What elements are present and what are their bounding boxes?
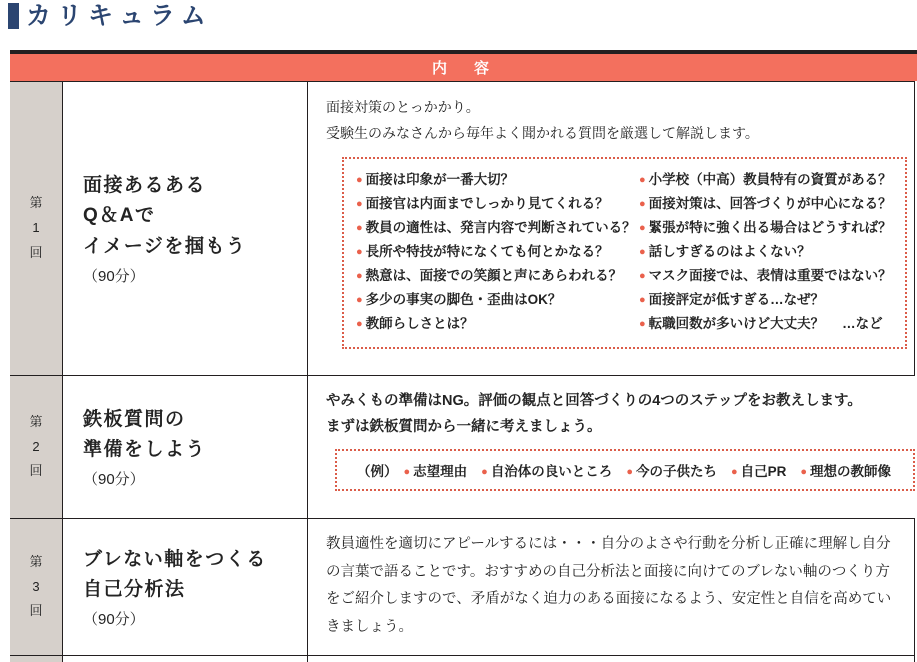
session-title-line: 面接あるある [83,175,207,197]
table-header-contents: 内 容 [10,54,917,81]
bullet-dot-icon: ● [356,293,363,306]
session-content-cell [308,519,915,655]
qa-item: ● 緊張が特に強く出る場合はどうすれば？ [639,219,892,235]
table-row-session-3 [10,519,915,656]
example-item: ● 自治体の良いところ [481,464,613,480]
bullet-dot-icon: ● [800,466,808,479]
bullet-dot-icon: ● [356,173,363,186]
qa-dotted-box [342,157,907,349]
example-item: ● 志望理由 [403,464,468,480]
bullet-dot-icon: ● [639,245,646,258]
bullet-dot-icon: ● [356,317,363,330]
session-duration: （90分） [83,471,145,489]
session-char: 1 [32,220,40,236]
session-content-cell [308,656,915,662]
example-dotted-box [335,449,915,491]
bullet-dot-icon: ● [356,197,363,210]
session-intro [326,95,907,147]
session-title-cell [63,656,308,662]
title-bullet-bar-icon [8,3,19,29]
session-title-cell [63,376,308,518]
qa-list-left [356,168,639,336]
bullet-dot-icon: ● [481,466,488,479]
qa-item: ● 長所や特技が特になくても何とかなる？ [356,243,609,259]
example-item: ● 自己PR [730,464,787,480]
curriculum-table [10,81,915,662]
bullet-dot-icon: ● [639,197,646,210]
bullet-dot-icon: ● [403,466,411,479]
session-char: 2 [32,438,40,454]
qa-item: ● 面接評定が低すぎる…なぜ？ [639,291,825,307]
session-title [83,171,307,261]
session-number-cell [10,376,63,518]
session-char: 第 [29,195,43,211]
session-number-cell [10,82,63,375]
intro-line: やみくもの準備はNG。評価の観点と回答づくりの4つのステップをお教えします。 [326,393,862,409]
bullet-dot-icon: ● [639,317,646,330]
qa-list-right [639,168,899,336]
bullet-dot-icon: ● [730,466,738,479]
session-title-line: 自己分析法 [83,579,186,600]
qa-item: ● 教員の適性は、発言内容で判断されている？ [356,219,636,235]
bullet-dot-icon: ● [626,466,633,479]
page-title: カリキュラム [26,1,212,30]
qa-item: ● 多少の事実の脚色・歪曲はOK？ [356,291,562,307]
session-char: 第 [29,413,43,429]
qa-etc-note: …など [842,315,883,331]
session-title-cell [63,519,308,655]
session-char: 回 [29,463,43,479]
session-content-cell [308,82,915,375]
bullet-dot-icon: ● [356,245,363,258]
session-char: 第 [29,553,43,569]
session-content-cell [308,376,917,518]
qa-item: ● 話しすぎるのはよくない？ [639,243,811,259]
qa-item: ● マスク面接では、表情は重要ではない？ [639,267,892,283]
qa-item: ● 面接対策は、回答づくりが中心になる？ [639,195,892,211]
session-duration: （90分） [83,267,145,285]
session-title-line: Q＆Aで [83,205,156,227]
table-row-session-2 [10,376,915,519]
qa-item: ● 熱意は、面接での笑顔と声にあらわれる？ [356,267,623,283]
qa-item: ● 転職回数が多いけど大丈夫？ …など [639,315,883,331]
session-title [83,545,307,605]
qa-item: ● 教師らしさとは？ [356,315,474,331]
intro-line: 面接対策のとっかかり。 [326,99,480,115]
intro-line: まずは鉄板質問から一緒に考えましょう。 [326,419,602,436]
table-row-session-1 [10,82,915,376]
session-char: 回 [29,244,43,260]
bullet-dot-icon: ● [356,221,363,234]
qa-item: ● 小学校（中高）教員特有の資質がある？ [639,171,892,187]
bullet-dot-icon: ● [639,173,646,186]
session-number-cell [10,519,63,655]
qa-item: ● 面接官は内面までしっかり見てくれる？ [356,195,609,211]
qa-item: ● 面接は印象が一番大切？ [356,171,515,187]
session-intro [326,388,917,440]
session-body-text: 教員適性を適切にアピールするには・・・自分のよさや行動を分析し正確に理解し自分の言葉で語ることです。おすすめの自己分析法と面接に向けてのブレない軸のつくり方をご紹介しますので、矛盾がなく迫力のある面接になるよう、安定性と自信を高めていきましょう。 [326,536,892,635]
example-item: ● 理想の教師像 [800,464,892,480]
bullet-dot-icon: ● [639,269,646,282]
page-title-block [8,3,212,29]
session-duration: （90分） [83,611,145,629]
table-row-cutoff [10,656,915,662]
example-item: ● 今の子供たち [626,464,717,480]
session-title-line: ブレない軸をつくる [83,548,267,570]
example-label: （例） [357,464,398,480]
intro-line: 受験生のみなさんから毎年よく聞かれる質問を厳選して解説します。 [326,124,759,141]
bullet-dot-icon: ● [639,293,646,306]
session-title-line: 鉄板質問の [83,408,186,430]
session-char: 回 [29,603,43,619]
session-title-line: イメージを掴もう [83,235,247,257]
session-title-cell [63,82,308,375]
bullet-dot-icon: ● [639,221,646,234]
session-title-line: 準備をしよう [83,439,207,460]
session-number-cell [10,656,63,662]
bullet-dot-icon: ● [356,269,363,282]
session-char: 3 [32,578,40,594]
session-title [83,405,307,465]
